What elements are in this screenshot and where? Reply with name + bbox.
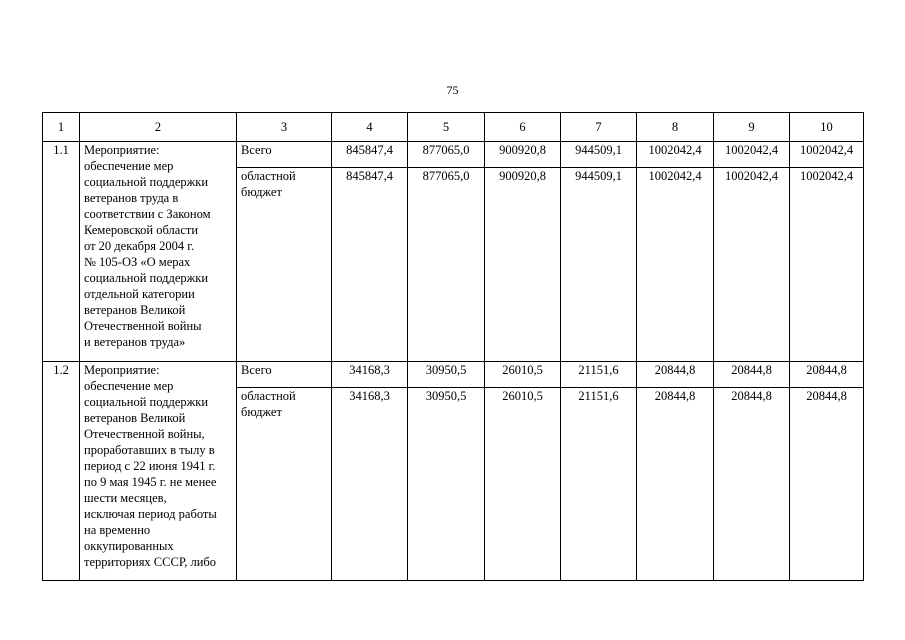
column-header: 4: [332, 113, 408, 142]
funding-source: Всего: [237, 142, 332, 168]
value-cell: 20844,8: [637, 388, 714, 581]
column-header: 9: [714, 113, 790, 142]
value-cell: 877065,0: [408, 168, 485, 362]
value-cell: 20844,8: [790, 388, 864, 581]
column-header: 2: [80, 113, 237, 142]
value-cell: 845847,4: [332, 142, 408, 168]
column-header: 6: [485, 113, 561, 142]
value-cell: 1002042,4: [790, 142, 864, 168]
value-cell: 30950,5: [408, 388, 485, 581]
value-cell: 1002042,4: [714, 168, 790, 362]
measure-description: Мероприятие: обеспечение мер социальной поддержки ветеранов Великой Отечественной войны, проработавших в тылу в период с 22 июня 1941 г. по 9 мая 1945 г. не менее шести месяцев, исключая период работы на временно оккупированных территориях СССР, либо: [80, 362, 237, 581]
table-row: [43, 142, 864, 168]
value-cell: 944509,1: [561, 168, 637, 362]
value-cell: 900920,8: [485, 168, 561, 362]
measure-description: Мероприятие: обеспечение мер социальной поддержки ветеранов труда в соответствии с Законом Кемеровской области от 20 декабря 2004 г. № 105-ОЗ «О мерах социальной поддержки отдельной категории ветеранов Великой Отечественной войны и ветеранов труда»: [80, 142, 237, 362]
value-cell: 1002042,4: [637, 142, 714, 168]
value-cell: 845847,4: [332, 168, 408, 362]
column-header: 5: [408, 113, 485, 142]
funding-source: областной бюджет: [237, 388, 332, 581]
column-header: 10: [790, 113, 864, 142]
page-number: 75: [446, 83, 459, 97]
value-cell: 877065,0: [408, 142, 485, 168]
value-cell: 34168,3: [332, 388, 408, 581]
value-cell: 1002042,4: [714, 142, 790, 168]
header-row: [43, 113, 864, 142]
value-cell: 20844,8: [714, 362, 790, 388]
row-number: 1.1: [43, 142, 80, 362]
value-cell: 20844,8: [714, 388, 790, 581]
value-cell: 900920,8: [485, 142, 561, 168]
budget-table: [42, 112, 864, 581]
value-cell: 34168,3: [332, 362, 408, 388]
column-header: 7: [561, 113, 637, 142]
value-cell: 1002042,4: [637, 168, 714, 362]
column-header: 8: [637, 113, 714, 142]
value-cell: 20844,8: [637, 362, 714, 388]
value-cell: 1002042,4: [790, 168, 864, 362]
value-cell: 21151,6: [561, 362, 637, 388]
value-cell: 21151,6: [561, 388, 637, 581]
column-header: 3: [237, 113, 332, 142]
funding-source: областной бюджет: [237, 168, 332, 362]
value-cell: 26010,5: [485, 388, 561, 581]
value-cell: 30950,5: [408, 362, 485, 388]
column-header: 1: [43, 113, 80, 142]
value-cell: 26010,5: [485, 362, 561, 388]
row-number: 1.2: [43, 362, 80, 581]
funding-source: Всего: [237, 362, 332, 388]
value-cell: 20844,8: [790, 362, 864, 388]
value-cell: 944509,1: [561, 142, 637, 168]
table-row: [43, 362, 864, 388]
